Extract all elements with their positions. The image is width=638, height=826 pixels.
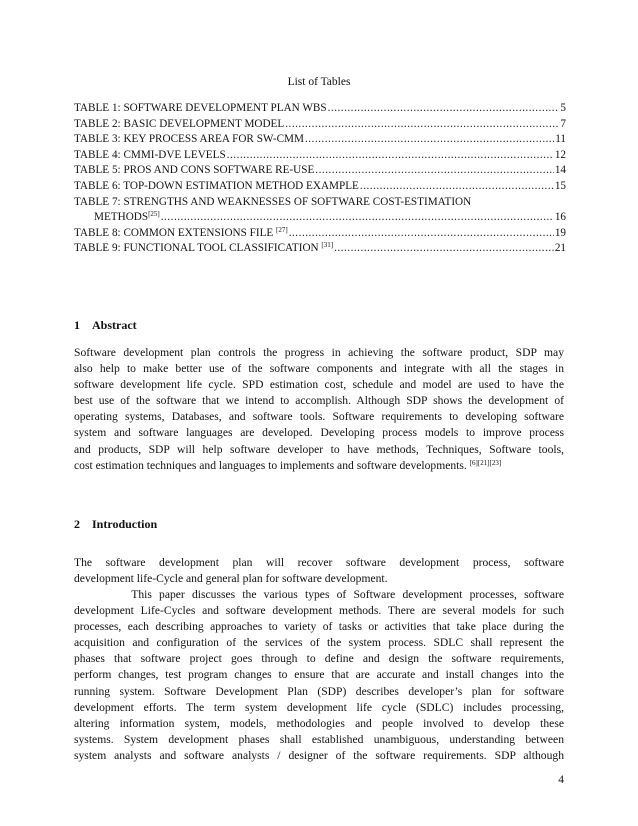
toc-entry-page: 19 [554,226,566,239]
toc-entry-table-3[interactable] [74,133,566,149]
toc-entry-label: TABLE 2: BASIC DEVELOPMENT MODEL [74,117,285,130]
toc-entry-label: TABLE 7: STRENGTHS AND WEAKNESSES OF SOFTWARE COST-ESTIMATION [74,195,472,208]
section-number: 2 [74,517,80,531]
citation-superscript: [25] [148,210,160,219]
toc-leader-dots [328,102,560,114]
paragraph-line-text: cost estimation techniques and languages to implements and software developments. [74,458,470,472]
paragraph-line [74,458,564,474]
toc-entry-page: 5 [560,102,566,114]
toc-entry-label-text: METHODS [94,211,149,224]
toc-entry-label [74,242,333,254]
paragraph-line: system analysts and software analysts / designer of the software requirements. SDP although [74,748,564,762]
toc-leader-dots [285,118,559,130]
citation-superscript: [27] [276,225,288,234]
paragraph-line: systems. System development phases shall established unambiguous, understanding between [74,732,564,746]
toc-entry-table-1[interactable] [74,102,566,118]
toc-leader-dots [289,227,554,239]
toc-entry-page: 15 [554,179,566,192]
toc-leader-dots [305,133,554,145]
toc-entry-table-7-line1[interactable] [74,196,566,212]
section-title: Abstract [92,318,137,332]
paragraph-line: This paper discusses the various types of Software development processes, software [74,588,564,601]
toc-entry-label: TABLE 5: PROS AND CONS SOFTWARE RE-USE [74,164,315,177]
toc-entry-page: 14 [554,164,566,177]
toc-leader-dots [161,211,554,223]
toc-entry-page: 12 [554,148,566,161]
toc-entry-label: TABLE 3: KEY PROCESS AREA FOR SW-CMM [74,133,304,146]
toc-entry-page: 16 [554,211,566,224]
citation-superscript: [31] [321,241,334,250]
toc-entry-label-text: TABLE 8: COMMON EXTENSIONS FILE [74,226,277,239]
paragraph-line: development efforts. The term system development life cycle (SDLC) includes processing, [74,700,564,714]
introduction-paragraph-1 [74,555,564,587]
toc-leader-dots [315,164,554,176]
toc-entry-table-7[interactable] [74,211,566,227]
toc-entry-page: 11 [555,133,566,146]
paragraph-line: processes, each describing approaches to variety of tasks or activities that take place during the [74,620,564,634]
paragraph-line: acquisition and configuration of the services of the system process. SDLC shall represent the [74,636,564,650]
list-of-tables [74,102,566,258]
section-title: Introduction [92,517,158,531]
paragraph-line: Software development plan controls the progress in achieving the software product, SDP may [74,346,564,359]
section-heading-abstract [74,318,137,333]
toc-entry-label: TABLE 1: SOFTWARE DEVELOPMENT PLAN WBS [74,102,327,114]
paragraph-line: The software development plan will recover software development process, software [74,556,564,569]
toc-entry-table-8[interactable] [74,227,566,243]
toc-entry-label: TABLE 6: TOP-DOWN ESTIMATION METHOD EXAMPLE [74,179,359,192]
paragraph-line: perform changes, test program changes to ensure that are accurate and install changes into the [74,668,564,682]
paragraph-line: best use of the software that we intend to accomplish. Although SDP shows the development of [74,394,564,408]
paragraph-line: development life-Cycle and general plan for software development. [74,572,388,586]
toc-entry-label-text: TABLE 9: FUNCTIONAL TOOL CLASSIFICATION [74,242,322,255]
paragraph-line: altering information system, models, methodologies and people involved to develop these [74,716,564,730]
toc-entry-table-9[interactable] [74,242,566,258]
list-of-tables-title: List of Tables [287,76,351,88]
paragraph-line: software development life cycle. SPD estimation cost, schedule and model are used to have the [74,378,564,392]
toc-entry-page: 21 [554,242,566,255]
paragraph-line: system and software languages are developed. Developing process models to improve process [74,426,564,440]
section-number: 1 [74,318,80,332]
toc-entry-label [74,227,288,239]
toc-entry-table-5[interactable] [74,164,566,180]
toc-entry-table-2[interactable] [74,118,566,134]
section-heading-introduction [74,517,157,532]
abstract-paragraph [74,345,564,474]
toc-leader-dots [334,242,554,254]
paragraph-line: and products, SDP will help software developer to have methods, Techniques, Software tools, [74,442,564,456]
toc-leader-dots [227,149,554,161]
paragraph-line: development Life-Cycles and software development methods. There are several models for such [74,604,564,618]
toc-entry-label: TABLE 4: CMMI-DVE LEVELS [74,148,226,161]
toc-entry-page: 7 [560,117,566,130]
page-number: 4 [558,774,564,786]
paragraph-line: operating systems, Databases, and software tools. Software requirements to developing software [74,410,564,424]
paragraph-line: running system. Software Development Plan (SDP) describes developer’s plan for software [74,684,564,698]
toc-entry-table-4[interactable] [74,149,566,165]
citation-superscript: [6][21][23] [469,458,502,467]
paragraph-line: phases that software project goes through to define and design the software requirements, [74,652,564,666]
toc-entry-table-6[interactable] [74,180,566,196]
paragraph-line: also help to make better use of the software components and integrate with all the stages in [74,362,564,376]
toc-entry-label [94,211,160,223]
toc-leader-dots [360,180,554,192]
introduction-paragraph-2 [74,587,564,764]
